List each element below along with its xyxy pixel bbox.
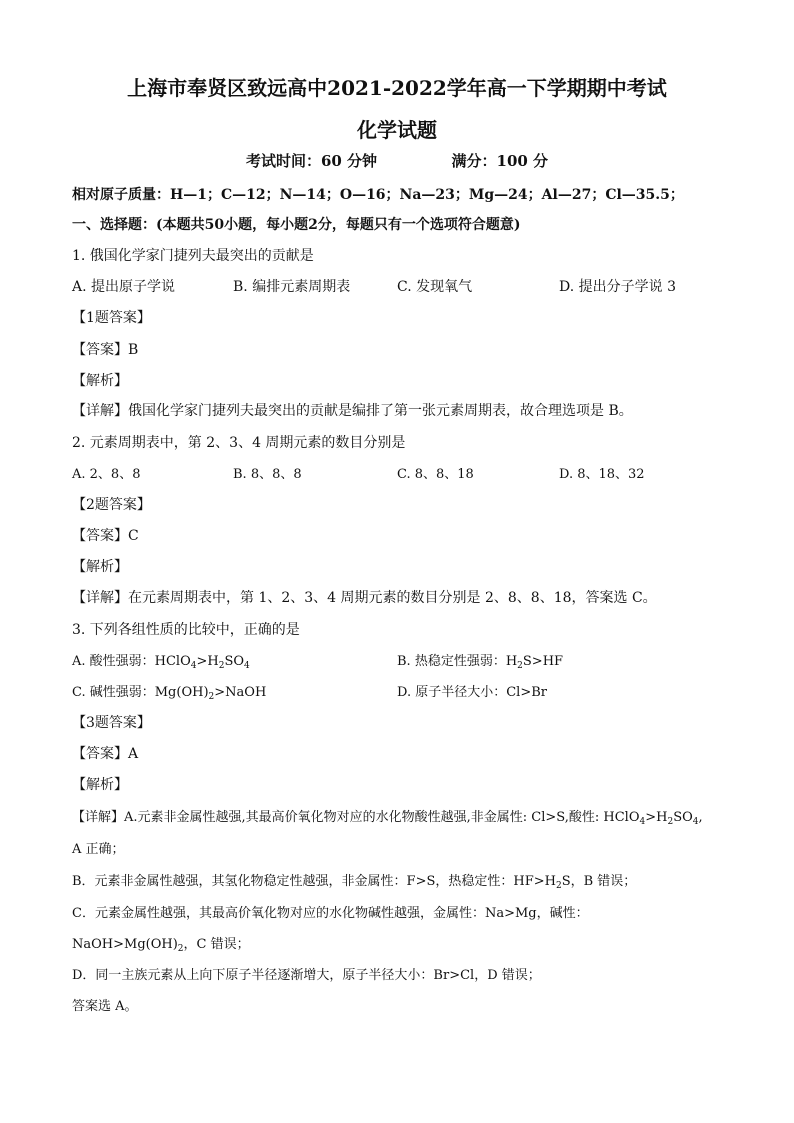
q3-detail-c: C．元素金属性越强，其最高价氧化物对应的水化物碱性越强，金属性：Na>Mg，碱性： <box>72 906 589 921</box>
section-title: 一、选择题：(本题共50小题，每小题2分，每题只有一个选项符合题意) <box>72 217 521 233</box>
q3-detail-c2: $NaOH>Mg(OH)_2$，C 错误； <box>72 937 250 954</box>
q2-stem: 2. 元素周期表中，第 2、3、4 周期元素的数目分别是 <box>72 435 406 451</box>
q1-option-b: B. 编排元素周期表 <box>233 279 351 295</box>
q1-option-a: A. 提出原子学说 <box>72 279 176 295</box>
q1-analysis: 【解析】 <box>72 373 128 389</box>
exam-time: 考试时间：60 分钟 <box>245 152 378 170</box>
exam-title: 上海市奉贤区致远高中2021-2022学年高一下学期期中考试 <box>127 76 667 100</box>
q1-option-c: C. 发现氧气 <box>397 279 473 295</box>
q2-option-d: D. 8、18、32 <box>559 467 645 482</box>
q3-answer-tag: 【3题答案】 <box>72 715 151 731</box>
q3-detail-a2: A 正确； <box>72 842 125 857</box>
q1-answer: 【答案】B <box>72 342 139 358</box>
q3-detail-b: B．元素非金属性越强，其氢化物稳定性越强，非金属性：F>S，热稳定性：$HF>H_2S$，B 错误； <box>72 874 637 891</box>
exam-info <box>0 150 794 171</box>
q3-option-d: D. 原子半径大小：Cl>Br <box>397 685 547 700</box>
q3-option-a: A. 酸性强弱：$HClO_4>H_2SO_4$ <box>72 654 250 671</box>
q2-option-a: A. 2、8、8 <box>72 467 141 482</box>
q2-answer: 【答案】C <box>72 528 139 544</box>
q2-analysis: 【解析】 <box>72 559 128 575</box>
exam-score: 满分：100 分 <box>451 152 549 170</box>
q2-answer-tag: 【2题答案】 <box>72 497 151 513</box>
q1-detail: 【详解】俄国化学家门捷列夫最突出的贡献是编排了第一张元素周期表，故合理选项是 B。 <box>72 403 633 419</box>
q2-detail: 【详解】在元素周期表中，第 1、2、3、4 周期元素的数目分别是 2、8、8、18，答案选 C。 <box>72 590 657 606</box>
q3-conclusion: 答案选 A。 <box>72 999 138 1014</box>
q3-detail-a: 【详解】A.元素非金属性越强,其最高价氧化物对应的水化物酸性越强,非金属性: Cl>S,酸性: $HClO_4>H_2SO_4$, <box>72 810 703 827</box>
atomic-masses: 相对原子质量：H—1；C—12；N—14；O—16；Na—23；Mg—24；Al—27；Cl—35.5； <box>72 187 684 203</box>
q2-option-c: C. 8、8、18 <box>397 467 474 482</box>
q1-option-d: D. 提出分子学说 3 <box>559 279 676 295</box>
q3-analysis: 【解析】 <box>72 777 128 793</box>
exam-subtitle: 化学试题 <box>357 118 437 142</box>
q2-option-b: B. 8、8、8 <box>233 467 302 482</box>
q3-answer: 【答案】A <box>72 746 139 762</box>
q3-option-b: B. 热稳定性强弱：$H_2S>HF$ <box>397 654 564 671</box>
q3-option-c: C. 碱性强弱：$Mg(OH)_2>NaOH$ <box>72 685 267 702</box>
q1-stem: 1. 俄国化学家门捷列夫最突出的贡献是 <box>72 248 314 264</box>
q3-detail-d: D．同一主族元素从上向下原子半径逐渐增大，原子半径大小：Br>Cl，D 错误； <box>72 968 541 983</box>
q3-stem: 3. 下列各组性质的比较中，正确的是 <box>72 622 300 638</box>
q1-answer-tag: 【1题答案】 <box>72 310 151 326</box>
